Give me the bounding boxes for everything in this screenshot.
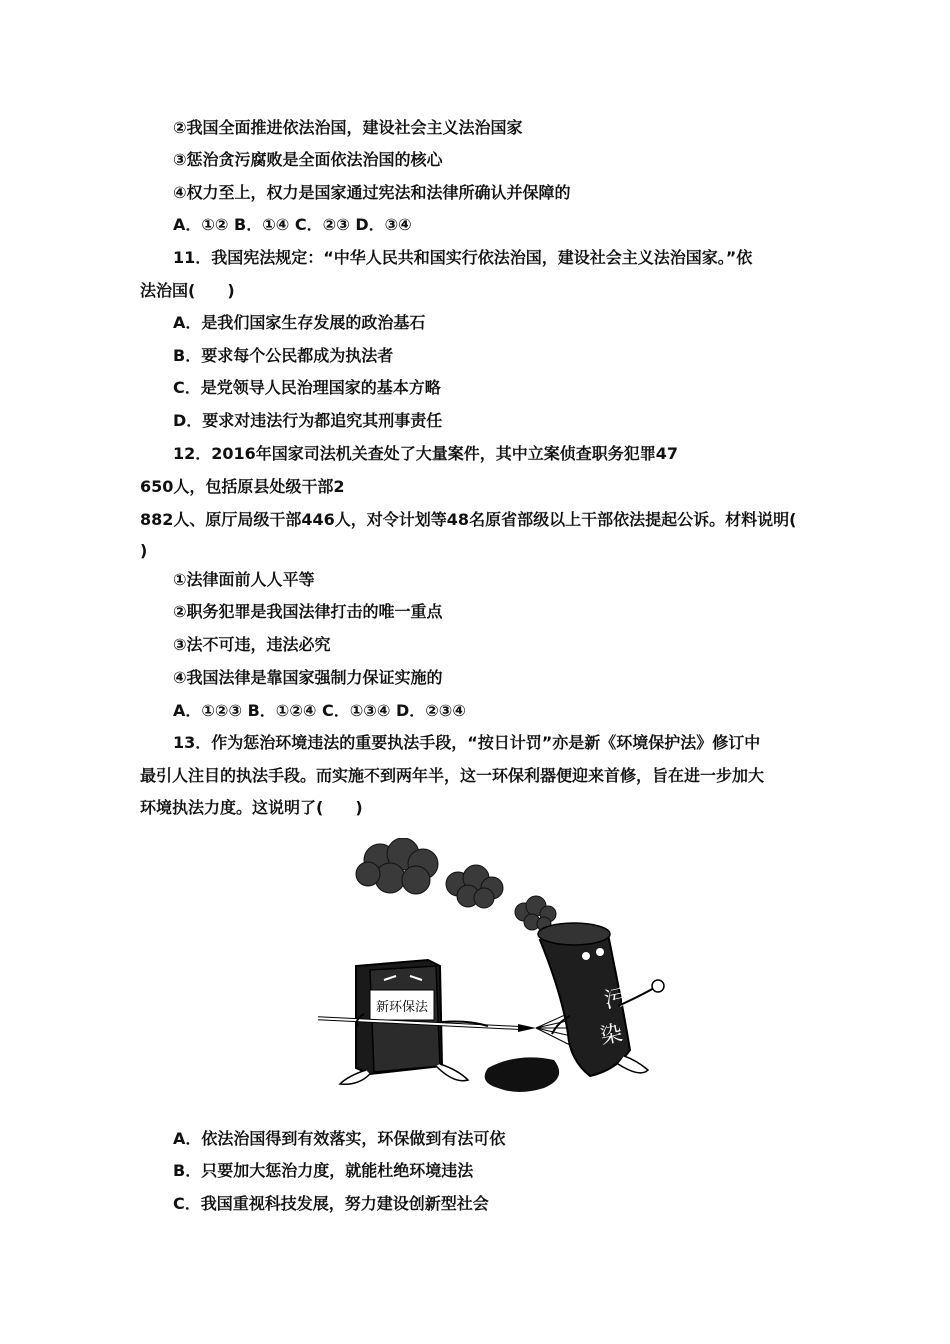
- q13-option-b: B．只要加大惩治力度，就能杜绝环境违法: [173, 1161, 474, 1180]
- q12-answer-choices: A．①②③ B．①②④ C．①③④ D．②③④: [173, 701, 466, 720]
- q13-stem-line3: 环境执法力度。这说明了( ): [140, 798, 363, 817]
- book-label: 新环保法: [375, 1000, 429, 1015]
- smoke-cloud-icon: [446, 865, 503, 908]
- q11-option-c: C．是党领导人民治理国家的基本方略: [173, 378, 441, 397]
- q10-option-4: ④权力至上，权力是国家通过宪法和法律所确认并保障的: [173, 183, 571, 202]
- q11-option-d: D．要求对违法行为都追究其刑事责任: [173, 411, 443, 430]
- q11-stem-line2: 法治国( ): [140, 281, 235, 300]
- q12-stem-line4: ): [140, 541, 148, 560]
- q13-stem-line2: 最引人注目的执法手段。而实施不到两年半，这一环保利器便迎来首修，旨在进一步加大: [140, 766, 765, 785]
- q12-option-4: ④我国法律是靠国家强制力保证实施的: [173, 668, 443, 687]
- q13-stem-line1: 13．作为惩治环境违法的重要执法手段，“按日计罚”亦是新《环境保护法》修订中: [173, 733, 761, 752]
- q11-option-a: A．是我们国家生存发展的政治基石: [173, 313, 426, 332]
- q10-option-2: ②我国全面推进依法治国，建设社会主义法治国家: [173, 118, 523, 137]
- q13-option-a: A．依法治国得到有效落实，环保做到有法可依: [173, 1129, 506, 1148]
- pollution-cartoon: [318, 838, 718, 1100]
- q11-option-b: B．要求每个公民都成为执法者: [173, 346, 394, 365]
- q11-stem-line1: 11．我国宪法规定：“中华人民共和国实行依法治国，建设社会主义法治国家。”依: [173, 248, 753, 267]
- q12-option-3: ③法不可违，违法必究: [173, 635, 331, 654]
- q12-stem-line1: 12．2016年国家司法机关查处了大量案件，其中立案侦查职务犯罪47: [173, 444, 679, 463]
- pollution-chimney-character: [485, 923, 664, 1092]
- chimney-label-2: 染: [598, 1020, 625, 1050]
- q10-answer-choices: A．①② B．①④ C．②③ D．③④: [173, 215, 412, 234]
- q10-option-3: ③惩治贪污腐败是全面依法治国的核心: [173, 150, 443, 169]
- q12-stem-line3: 882人、原厅局级干部446人，对令计划等48名原省部级以上干部依法提起公诉。材料说明(: [140, 510, 797, 529]
- chimney-label-1: 污: [602, 984, 629, 1014]
- q12-option-1: ①法律面前人人平等: [173, 570, 315, 589]
- q12-option-2: ②职务犯罪是我国法律打击的唯一重点: [173, 602, 443, 621]
- smoke-cloud-icon: [356, 838, 438, 894]
- q13-option-c: C．我国重视科技发展，努力建设创新型社会: [173, 1194, 489, 1213]
- q12-stem-line2: 650人，包括原县处级干部2: [140, 477, 345, 496]
